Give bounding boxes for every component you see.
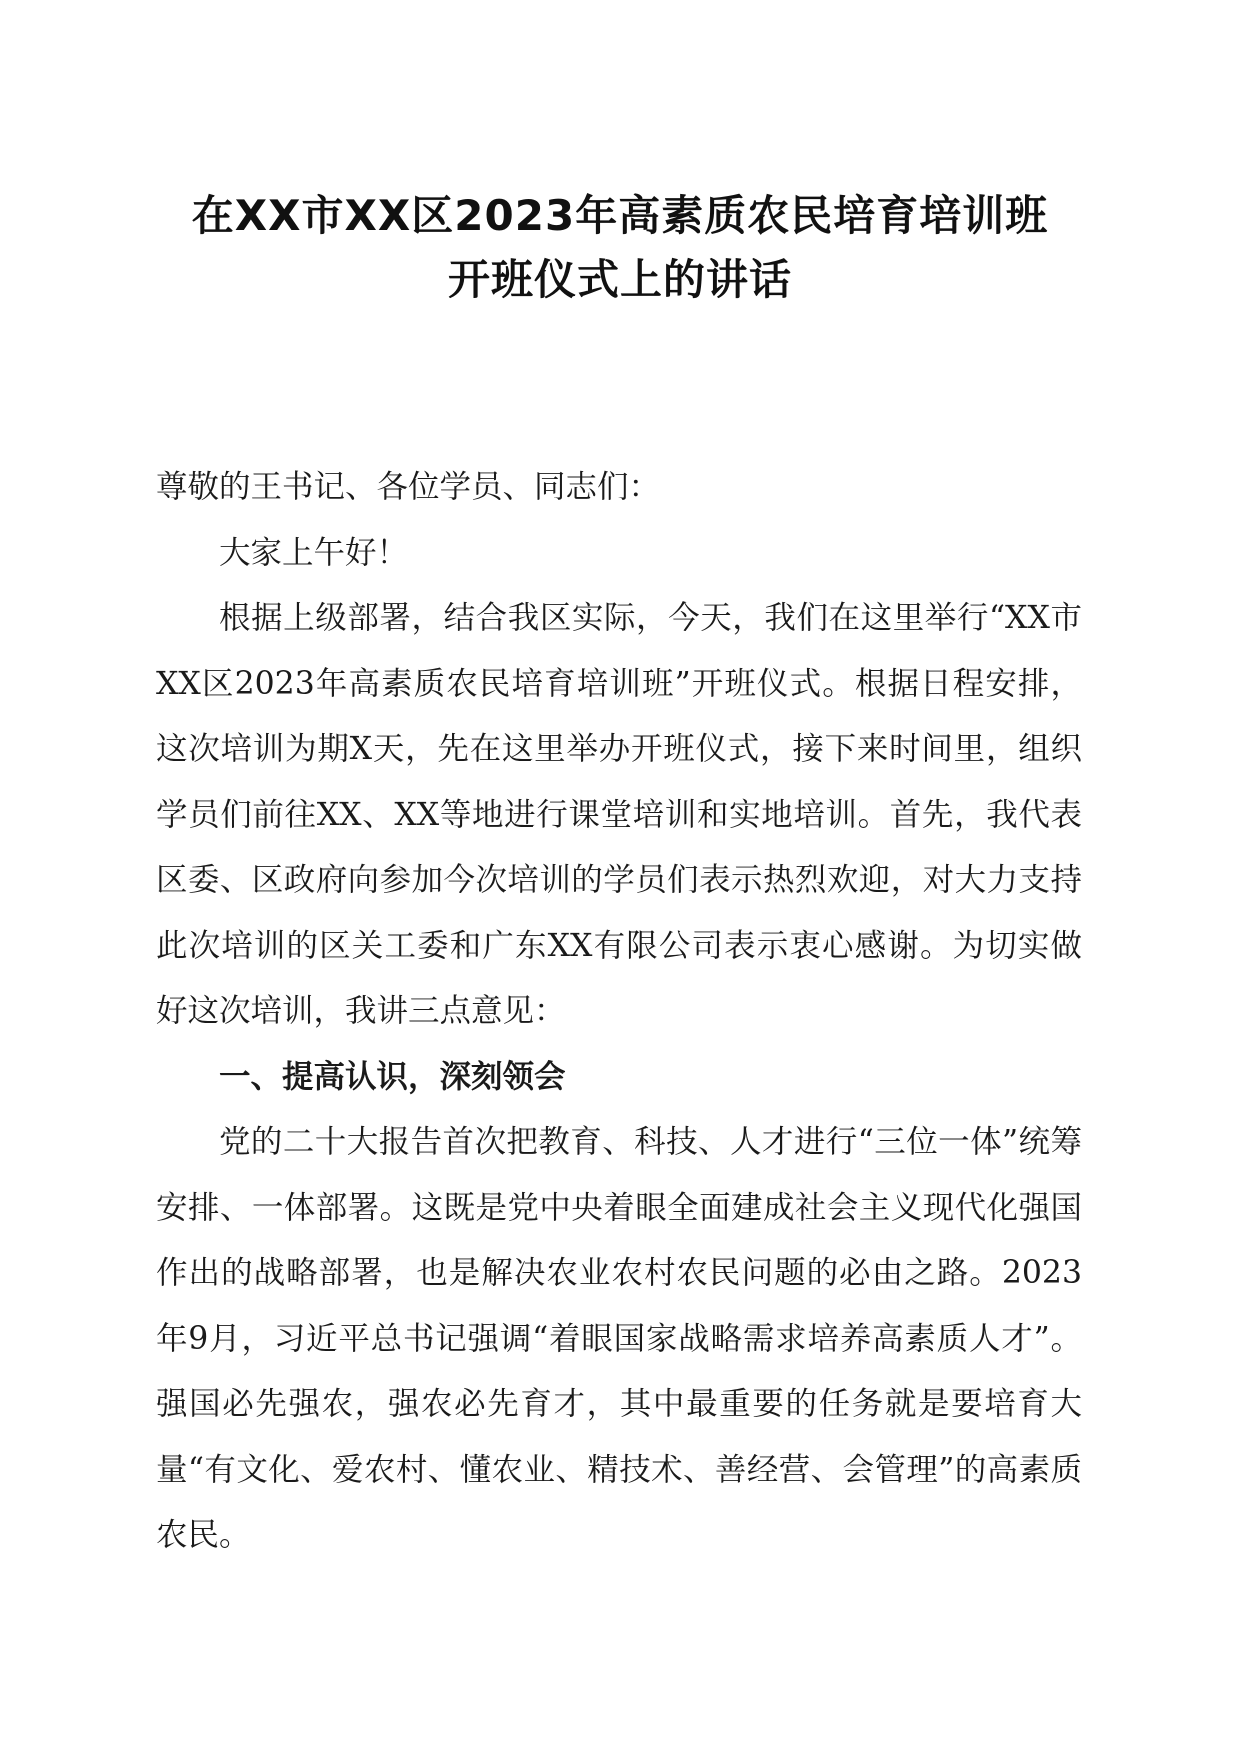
salutation: 尊敬的王书记、各位学员、同志们：	[156, 469, 661, 505]
section-heading-1: 一、提高认识，深刻领会	[219, 1058, 566, 1095]
paragraph-section-1: 党的二十大报告首次把教育、科技、人才进行“三位一体”统筹安排、一体部署。这既是党中央着眼全面建成社会主义现代化强国作出的战略部署，也是解决农业农村农民问题的必由之路。2023年9月，习近平总书记强调“着眼国家战略需求培养高素质人才”。强国必先强农，强农必先育才，其中最重要的任务就是要培育大量“有文化、爱农村、懂农业、精技术、善经营、会管理”的高素质农民。	[156, 1124, 1082, 1553]
greeting: 大家上午好！	[219, 534, 409, 571]
document-title-line-2: 开班仪式上的讲话	[447, 255, 792, 304]
document-title-line-1: 在XX市XX区2023年高素质农民培育培训班	[191, 191, 1049, 240]
document-body	[156, 455, 1082, 1569]
paragraph-intro: 根据上级部署，结合我区实际，今天，我们在这里举行“XX市XX区2023年高素质农民培育培训班”开班仪式。根据日程安排，这次培训为期X天，先在这里举办开班仪式，接下来时间里，组织学员们前往XX、XX等地进行课堂培训和实地培训。首先，我代表区委、区政府向参加今次培训的学员们表示热烈欢迎，对大力支持此次培训的区关工委和广东XX有限公司表示衷心感谢。为切实做好这次培训，我讲三点意见：	[156, 600, 1082, 1029]
